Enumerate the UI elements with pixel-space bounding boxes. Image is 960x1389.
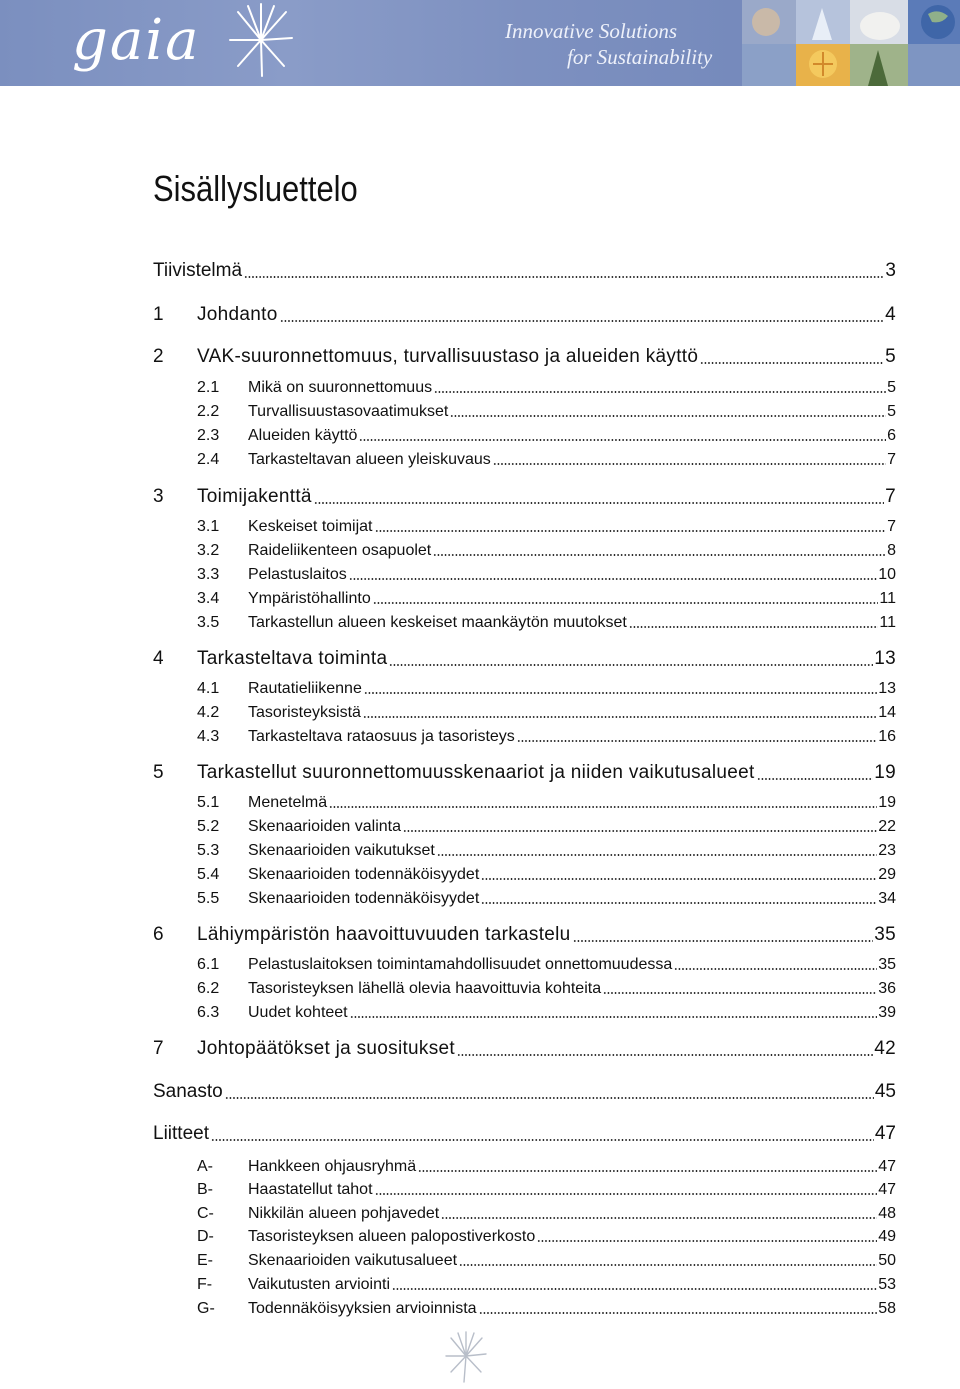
toc-entry-page: 6	[887, 427, 896, 444]
toc-entry-page: 58	[878, 1300, 896, 1317]
toc-entry-number: 4	[153, 648, 164, 669]
dot-leader	[373, 602, 879, 604]
toc-entry-text: Sanasto	[153, 1081, 223, 1102]
toc-entry-number: 4.3	[197, 728, 220, 745]
toc-entry-tiivistelma[interactable]	[153, 258, 896, 282]
toc-entry-number: 3.4	[197, 590, 220, 607]
toc-entry-number: 4.1	[197, 680, 220, 697]
header-banner	[0, 0, 960, 86]
toc-entry-page: 45	[874, 1081, 896, 1102]
toc-entry-number: C-	[197, 1205, 214, 1222]
toc-entry-number: G-	[197, 1300, 215, 1317]
toc-entry-page: 10	[878, 566, 896, 583]
toc-entry-number: 5.5	[197, 890, 220, 907]
toc-entry-page: 5	[887, 379, 896, 396]
toc-entry-liitteet[interactable]	[153, 1121, 896, 1145]
toc-entry-text: Tasoristeyksistä	[248, 704, 361, 721]
tagline	[505, 18, 712, 70]
toc-entry-text: Tarkasteltava toiminta	[197, 648, 388, 669]
toc-entry-page: 47	[878, 1158, 896, 1175]
toc-entry-text: Alueiden käyttö	[248, 427, 358, 444]
toc-entry-page: 19	[874, 762, 896, 783]
toc-entry-number: 6.2	[197, 980, 220, 997]
toc-entry-page: 14	[878, 704, 896, 721]
toc-entry-text: Menetelmä	[248, 794, 328, 811]
gaia-logo-star-icon	[226, 0, 296, 80]
dot-leader	[493, 463, 886, 465]
toc-section-5-2[interactable]	[153, 812, 896, 836]
toc-entry-page: 7	[887, 518, 896, 535]
page-title: Sisällysluettelo	[153, 168, 358, 209]
toc-entry-page: 13	[878, 680, 896, 697]
toc-entry-text: Toimijakenttä	[197, 486, 312, 507]
toc-entry-page: 19	[878, 794, 896, 811]
toc-entry-text: Uudet kohteet	[248, 1004, 348, 1021]
toc-entry-text: Tarkasteltava rataosuus ja tasoristeys	[248, 728, 515, 745]
toc-entry-text: Skenaarioiden vaikutukset	[248, 842, 435, 859]
toc-chapter-1[interactable]	[153, 302, 896, 326]
toc-section-2-3[interactable]	[153, 421, 896, 445]
toc-chapter-4[interactable]	[153, 646, 896, 670]
toc-entry-page: 53	[878, 1276, 896, 1293]
tagline-line-2: for Sustainability	[567, 45, 713, 69]
toc-entry-text: Liitteet	[153, 1123, 209, 1144]
toc-chapter-6[interactable]	[153, 922, 896, 946]
dot-leader	[573, 940, 874, 942]
toc-entry-text: Tarkasteltavan alueen yleiskuvaus	[248, 451, 491, 468]
toc-entry-text: Hankkeen ohjausryhmä	[248, 1158, 417, 1175]
toc-chapter-3[interactable]	[153, 484, 896, 508]
dot-leader	[375, 530, 887, 532]
photo-collage-icon	[742, 0, 960, 86]
toc-entry-number: 6.1	[197, 956, 220, 973]
dot-leader	[433, 554, 886, 556]
dot-leader	[418, 1170, 877, 1172]
dot-leader	[603, 992, 877, 994]
toc-entry-number: D-	[197, 1228, 214, 1245]
toc-entry-text: Mikä on suuronnettomuus	[248, 379, 433, 396]
dot-leader	[674, 968, 877, 970]
toc-section-5-3[interactable]	[153, 836, 896, 860]
dot-leader	[364, 692, 877, 694]
toc-entry-number: 3.1	[197, 518, 220, 535]
toc-entry-sanasto[interactable]	[153, 1079, 896, 1103]
toc-entry-number: 3.2	[197, 542, 220, 559]
toc-entry-number: 5.2	[197, 818, 220, 835]
toc-chapter-2[interactable]	[153, 344, 896, 368]
dot-leader	[450, 415, 886, 417]
dot-leader	[457, 1054, 873, 1056]
toc-entry-number: 5.3	[197, 842, 220, 859]
toc-entry-page: 7	[885, 486, 896, 507]
toc-section-5-1[interactable]	[153, 788, 896, 812]
toc-entry-number: A-	[197, 1158, 213, 1175]
toc-entry-number: 7	[153, 1038, 164, 1059]
dot-leader	[375, 1193, 878, 1195]
toc-appendix-f[interactable]	[153, 1270, 896, 1294]
toc-entry-text: Vaikutusten arviointi	[248, 1276, 390, 1293]
toc-entry-text: Lähiympäristön haavoittuvuuden tarkastelu	[197, 924, 571, 945]
toc-section-5-4[interactable]	[153, 860, 896, 884]
dot-leader	[244, 276, 884, 278]
toc-section-2-4[interactable]	[153, 445, 896, 469]
toc-entry-number: E-	[197, 1252, 213, 1269]
toc-entry-number: 1	[153, 304, 164, 325]
toc-entry-number: 5.1	[197, 794, 220, 811]
toc-entry-text: Raideliikenteen osapuolet	[248, 542, 432, 559]
toc-entry-text: Turvallisuustasovaatimukset	[248, 403, 449, 420]
dot-leader	[225, 1097, 874, 1099]
dot-leader	[437, 854, 877, 856]
toc-entry-text: Tasoristeyksen lähellä olevia haavoittuvia kohteita	[248, 980, 602, 997]
toc-entry-number: 2.1	[197, 379, 220, 396]
toc-entry-page: 5	[887, 403, 896, 420]
toc-section-3-4[interactable]	[153, 584, 896, 608]
toc-entry-text: Tasoristeyksen alueen palopostiverkosto	[248, 1228, 536, 1245]
toc-section-4-1[interactable]	[153, 674, 896, 698]
toc-entry-page: 11	[879, 590, 896, 607]
toc-entry-text: Todennäköisyyksien arvioinnista	[248, 1300, 477, 1317]
toc-entry-text: Skenaarioiden valinta	[248, 818, 401, 835]
toc-entry-number: B-	[197, 1181, 213, 1198]
toc-section-2-1[interactable]	[153, 373, 896, 397]
toc-entry-page: 4	[885, 304, 896, 325]
toc-entry-page: 7	[887, 451, 896, 468]
toc-entry-page: 13	[874, 648, 896, 669]
dot-leader	[359, 439, 886, 441]
toc-section-4-3[interactable]	[153, 722, 896, 746]
dot-leader	[314, 502, 884, 504]
toc-entry-page: 48	[878, 1205, 896, 1222]
toc-section-5-5[interactable]	[153, 884, 896, 908]
toc-entry-text: Pelastuslaitoksen toimintamahdollisuudet onnettomuudessa	[248, 956, 673, 973]
dot-leader	[329, 806, 877, 808]
toc-entry-text: VAK-suuronnettomuus, turvallisuustaso ja alueiden käyttö	[197, 346, 699, 367]
toc-appendix-a[interactable]	[153, 1152, 896, 1176]
toc-entry-page: 50	[878, 1252, 896, 1269]
toc-entry-number: 2	[153, 346, 164, 367]
dot-leader	[363, 716, 877, 718]
toc-entry-text: Ympäristöhallinto	[248, 590, 371, 607]
gaia-footer-star-icon	[444, 1330, 488, 1386]
dot-leader	[517, 740, 877, 742]
toc-entry-number: 4.2	[197, 704, 220, 721]
dot-leader	[629, 626, 879, 628]
dot-leader	[700, 362, 884, 364]
toc-section-4-2[interactable]	[153, 698, 896, 722]
dot-leader	[392, 1288, 877, 1290]
dot-leader	[349, 578, 877, 580]
tagline-line-1: Innovative Solutions	[505, 19, 678, 43]
toc-entry-page: 49	[878, 1228, 896, 1245]
toc-appendix-d[interactable]	[153, 1222, 896, 1246]
toc-entry-page: 35	[878, 956, 896, 973]
toc-entry-number: 2.3	[197, 427, 220, 444]
toc-section-3-2[interactable]	[153, 536, 896, 560]
toc-section-6-3[interactable]	[153, 998, 896, 1022]
dot-leader	[479, 1312, 878, 1314]
toc-entry-text: Tarkastellun alueen keskeiset maankäytön muutokset	[248, 614, 627, 631]
dot-leader	[481, 902, 877, 904]
dot-leader	[389, 664, 873, 666]
gaia-logo-text: gaia	[72, 8, 201, 73]
toc-entry-page: 42	[874, 1038, 896, 1059]
toc-entry-page: 5	[885, 346, 896, 367]
dot-leader	[757, 778, 874, 780]
dot-leader	[434, 391, 886, 393]
toc-entry-text: Nikkilän alueen pohjavedet	[248, 1205, 440, 1222]
toc-appendix-g[interactable]	[153, 1294, 896, 1318]
toc-entry-page: 11	[879, 614, 896, 631]
toc-entry-page: 36	[878, 980, 896, 997]
toc-appendix-c[interactable]	[153, 1199, 896, 1223]
toc-entry-number: 5.4	[197, 866, 220, 883]
toc-entry-page: 8	[887, 542, 896, 559]
toc-appendix-b[interactable]	[153, 1175, 896, 1199]
toc-section-3-5[interactable]	[153, 608, 896, 632]
dot-leader	[280, 320, 885, 322]
toc-section-6-2[interactable]	[153, 974, 896, 998]
dot-leader	[537, 1240, 877, 1242]
toc-entry-page: 34	[878, 890, 896, 907]
toc-entry-text: Skenaarioiden vaikutusalueet	[248, 1252, 458, 1269]
toc-entry-text: Johtopäätökset ja suositukset	[197, 1038, 455, 1059]
toc-entry-page: 29	[878, 866, 896, 883]
toc-entry-page: 39	[878, 1004, 896, 1021]
toc-entry-text: Skenaarioiden todennäköisyydet	[248, 866, 480, 883]
toc-chapter-7[interactable]	[153, 1036, 896, 1060]
toc-entry-text: Tiivistelmä	[153, 260, 243, 281]
toc-entry-number: 2.2	[197, 403, 220, 420]
toc-entry-number: 5	[153, 762, 164, 783]
toc-entry-text: Skenaarioiden todennäköisyydet	[248, 890, 480, 907]
toc-entry-page: 23	[878, 842, 896, 859]
toc-section-2-2[interactable]	[153, 397, 896, 421]
dot-leader	[481, 878, 877, 880]
dot-leader	[403, 830, 877, 832]
toc-entry-page: 16	[878, 728, 896, 745]
dot-leader	[350, 1016, 878, 1018]
toc-entry-number: 3	[153, 486, 164, 507]
toc-entry-text: Rautatieliikenne	[248, 680, 362, 697]
toc-entry-number: 3.5	[197, 614, 220, 631]
toc-section-6-1[interactable]	[153, 950, 896, 974]
dot-leader	[211, 1139, 874, 1141]
toc-entry-text: Keskeiset toimijat	[248, 518, 373, 535]
toc-entry-text: Johdanto	[197, 304, 278, 325]
dot-leader	[459, 1264, 877, 1266]
toc-entry-page: 35	[874, 924, 896, 945]
toc-entry-text: Haastatellut tahot	[248, 1181, 373, 1198]
toc-entry-text: Tarkastellut suuronnettomuusskenaariot ja niiden vaikutusalueet	[197, 762, 755, 783]
toc-appendix-e[interactable]	[153, 1246, 896, 1270]
toc-chapter-5[interactable]	[153, 760, 896, 784]
toc-section-3-3[interactable]	[153, 560, 896, 584]
toc-entry-page: 3	[885, 260, 896, 281]
toc-entry-number: 3.3	[197, 566, 220, 583]
toc-entry-number: 2.4	[197, 451, 220, 468]
toc-entry-number: 6	[153, 924, 164, 945]
toc-section-3-1[interactable]	[153, 512, 896, 536]
toc-entry-page: 47	[874, 1123, 896, 1144]
dot-leader	[441, 1217, 877, 1219]
toc-entry-page: 47	[878, 1181, 896, 1198]
toc-entry-number: 6.3	[197, 1004, 220, 1021]
toc-entry-page: 22	[878, 818, 896, 835]
toc-entry-text: Pelastuslaitos	[248, 566, 347, 583]
toc-entry-number: F-	[197, 1276, 213, 1293]
